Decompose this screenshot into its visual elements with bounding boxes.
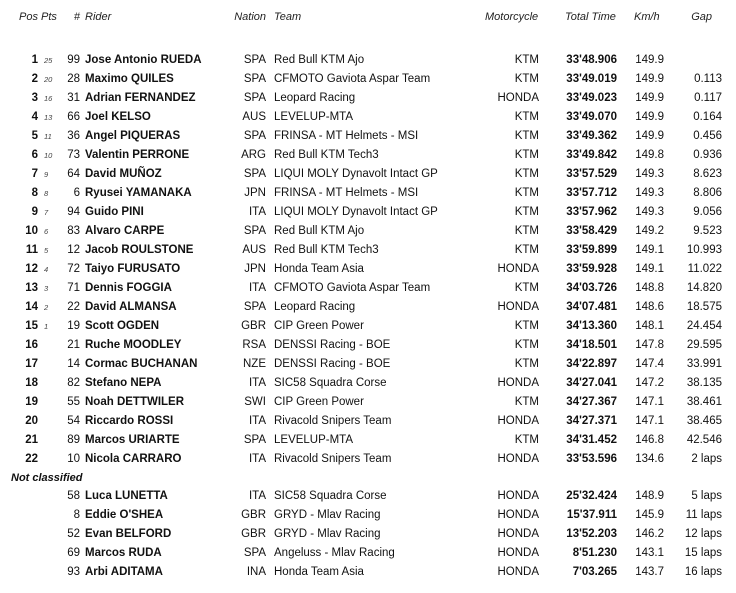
speed-cell: 149.8 bbox=[635, 149, 664, 161]
table-row bbox=[0, 70, 736, 89]
motorcycle-cell: KTM bbox=[514, 396, 539, 408]
table-row bbox=[0, 260, 736, 279]
position-cell: 16 bbox=[25, 339, 38, 351]
bike-number-cell: 72 bbox=[67, 263, 80, 275]
gap-cell: 11 laps bbox=[685, 509, 722, 521]
position-cell: 7 bbox=[31, 168, 38, 180]
team-cell: CFMOTO Gaviota Aspar Team bbox=[274, 73, 431, 85]
gap-cell: 38.135 bbox=[686, 377, 722, 389]
table-row bbox=[0, 563, 736, 582]
not-classified-heading: Not classified bbox=[11, 472, 83, 484]
table-row bbox=[0, 487, 736, 506]
bike-number-cell: 66 bbox=[67, 111, 80, 123]
total-time-cell: 34'27.041 bbox=[566, 377, 617, 389]
bike-number-cell: 55 bbox=[67, 396, 80, 408]
table-row bbox=[0, 317, 736, 336]
header-pos: Pos bbox=[19, 11, 38, 23]
speed-cell: 143.7 bbox=[635, 566, 664, 578]
rider-name-cell: Scott OGDEN bbox=[85, 320, 160, 332]
rider-name-cell: Riccardo ROSSI bbox=[85, 415, 174, 427]
points-cell: 16 bbox=[44, 94, 53, 103]
header-nation: Nation bbox=[234, 11, 266, 23]
motorcycle-cell: HONDA bbox=[497, 415, 539, 427]
rider-name-cell: Arbi ADITAMA bbox=[85, 566, 163, 578]
table-row bbox=[0, 146, 736, 165]
nation-cell: SPA bbox=[243, 73, 266, 85]
rider-name-cell: David MUÑOZ bbox=[85, 168, 162, 180]
table-row bbox=[0, 108, 736, 127]
team-cell: GRYD - Mlav Racing bbox=[274, 528, 381, 540]
bike-number-cell: 52 bbox=[67, 528, 80, 540]
table-row bbox=[0, 374, 736, 393]
gap-cell: 0.456 bbox=[693, 130, 722, 142]
header-rider: Rider bbox=[85, 11, 112, 23]
team-cell: DENSSI Racing - BOE bbox=[274, 358, 391, 370]
total-time-cell: 8'51.230 bbox=[572, 547, 617, 559]
header-team: Team bbox=[274, 11, 302, 23]
position-cell: 19 bbox=[25, 396, 38, 408]
bike-number-cell: 54 bbox=[67, 415, 80, 427]
motorcycle-cell: KTM bbox=[514, 320, 539, 332]
bike-number-cell: 14 bbox=[67, 358, 80, 370]
nation-cell: ITA bbox=[248, 377, 266, 389]
position-cell: 3 bbox=[31, 92, 38, 104]
rider-name-cell: Evan BELFORD bbox=[85, 528, 172, 540]
team-cell: Red Bull KTM Tech3 bbox=[274, 244, 379, 256]
rider-name-cell: Cormac BUCHANAN bbox=[85, 358, 198, 370]
table-row bbox=[0, 450, 736, 469]
rider-name-cell: Maximo QUILES bbox=[85, 73, 174, 85]
nation-cell: SPA bbox=[243, 168, 266, 180]
gap-cell: 11.022 bbox=[687, 263, 722, 275]
points-cell: 25 bbox=[44, 56, 53, 65]
team-cell: LIQUI MOLY Dynavolt Intact GP bbox=[274, 206, 438, 218]
total-time-cell: 33'59.928 bbox=[566, 263, 617, 275]
position-cell: 2 bbox=[31, 73, 38, 85]
speed-cell: 149.9 bbox=[635, 130, 664, 142]
nation-cell: SPA bbox=[243, 547, 266, 559]
rider-name-cell: Valentin PERRONE bbox=[85, 149, 190, 161]
nation-cell: ITA bbox=[248, 490, 266, 502]
team-cell: LIQUI MOLY Dynavolt Intact GP bbox=[274, 168, 438, 180]
speed-cell: 149.9 bbox=[635, 92, 664, 104]
rider-name-cell: Ruche MOODLEY bbox=[85, 339, 182, 351]
rider-name-cell: Luca LUNETTA bbox=[85, 490, 168, 502]
motorcycle-cell: KTM bbox=[514, 244, 539, 256]
position-cell: 13 bbox=[25, 282, 38, 294]
motorcycle-cell: KTM bbox=[514, 73, 539, 85]
gap-cell: 18.575 bbox=[686, 301, 722, 313]
nation-cell: SPA bbox=[243, 225, 266, 237]
nation-cell: GBR bbox=[241, 320, 266, 332]
gap-cell: 8.806 bbox=[693, 187, 722, 199]
position-cell: 10 bbox=[25, 225, 38, 237]
nation-cell: ITA bbox=[248, 282, 266, 294]
total-time-cell: 33'57.712 bbox=[566, 187, 617, 199]
nation-cell: SWI bbox=[244, 396, 266, 408]
team-cell: Rivacold Snipers Team bbox=[274, 453, 392, 465]
rider-name-cell: Nicola CARRARO bbox=[85, 453, 182, 465]
rider-name-cell: David ALMANSA bbox=[85, 301, 177, 313]
team-cell: FRINSA - MT Helmets - MSI bbox=[274, 187, 419, 199]
table-row bbox=[0, 127, 736, 146]
table-row bbox=[0, 355, 736, 374]
team-cell: GRYD - Mlav Racing bbox=[274, 509, 381, 521]
rider-name-cell: Jose Antonio RUEDA bbox=[85, 54, 202, 66]
motorcycle-cell: HONDA bbox=[497, 528, 539, 540]
nation-cell: RSA bbox=[242, 339, 266, 351]
nation-cell: NZE bbox=[243, 358, 266, 370]
total-time-cell: 34'27.371 bbox=[566, 415, 617, 427]
nation-cell: SPA bbox=[243, 434, 266, 446]
gap-cell: 0.936 bbox=[693, 149, 722, 161]
table-row bbox=[0, 203, 736, 222]
total-time-cell: 33'49.362 bbox=[566, 130, 617, 142]
bike-number-cell: 83 bbox=[67, 225, 80, 237]
gap-cell: 38.461 bbox=[686, 396, 722, 408]
points-cell: 4 bbox=[44, 265, 49, 274]
speed-cell: 145.9 bbox=[635, 509, 664, 521]
total-time-cell: 33'49.019 bbox=[566, 73, 617, 85]
points-cell: 8 bbox=[44, 189, 49, 198]
rider-name-cell: Taiyo FURUSATO bbox=[85, 263, 181, 275]
total-time-cell: 34'03.726 bbox=[566, 282, 617, 294]
bike-number-cell: 58 bbox=[67, 490, 80, 502]
nation-cell: ITA bbox=[248, 206, 266, 218]
motorcycle-cell: KTM bbox=[514, 187, 539, 199]
points-cell: 7 bbox=[44, 208, 49, 217]
bike-number-cell: 36 bbox=[67, 130, 80, 142]
motorcycle-cell: KTM bbox=[514, 282, 539, 294]
total-time-cell: 33'48.906 bbox=[566, 54, 617, 66]
nation-cell: SPA bbox=[243, 130, 266, 142]
table-row bbox=[0, 222, 736, 241]
position-cell: 22 bbox=[25, 453, 38, 465]
gap-cell: 0.113 bbox=[694, 73, 722, 85]
speed-cell: 147.1 bbox=[635, 396, 664, 408]
rider-name-cell: Ryusei YAMANAKA bbox=[85, 187, 192, 199]
speed-cell: 148.6 bbox=[635, 301, 664, 313]
rider-name-cell: Guido PINI bbox=[85, 206, 144, 218]
bike-number-cell: 94 bbox=[67, 206, 80, 218]
total-time-cell: 33'53.596 bbox=[566, 453, 617, 465]
team-cell: Angeluss - Mlav Racing bbox=[274, 547, 395, 559]
rider-name-cell: Marcos RUDA bbox=[85, 547, 162, 559]
speed-cell: 148.1 bbox=[635, 320, 664, 332]
gap-cell: 33.991 bbox=[686, 358, 722, 370]
bike-number-cell: 8 bbox=[73, 509, 80, 521]
table-row bbox=[0, 89, 736, 108]
table-row bbox=[0, 525, 736, 544]
total-time-cell: 34'13.360 bbox=[566, 320, 617, 332]
table-row bbox=[0, 412, 736, 431]
nation-cell: INA bbox=[246, 566, 266, 578]
table-row bbox=[0, 51, 736, 70]
motorcycle-cell: KTM bbox=[514, 149, 539, 161]
bike-number-cell: 6 bbox=[73, 187, 80, 199]
motorcycle-cell: HONDA bbox=[497, 547, 539, 559]
gap-cell: 9.056 bbox=[693, 206, 722, 218]
bike-number-cell: 73 bbox=[67, 149, 80, 161]
table-row bbox=[0, 431, 736, 450]
points-cell: 10 bbox=[44, 151, 53, 160]
bike-number-cell: 89 bbox=[67, 434, 80, 446]
bike-number-cell: 71 bbox=[67, 282, 80, 294]
team-cell: Red Bull KTM Ajo bbox=[274, 225, 365, 237]
team-cell: Red Bull KTM Ajo bbox=[274, 54, 365, 66]
rider-name-cell: Marcos URIARTE bbox=[85, 434, 180, 446]
team-cell: LEVELUP-MTA bbox=[274, 434, 354, 446]
nation-cell: ITA bbox=[248, 415, 266, 427]
speed-cell: 149.3 bbox=[635, 206, 664, 218]
motorcycle-cell: HONDA bbox=[497, 263, 539, 275]
total-time-cell: 33'49.070 bbox=[566, 111, 617, 123]
header-total-time: Total Time bbox=[565, 11, 616, 23]
bike-number-cell: 19 bbox=[67, 320, 80, 332]
header-gap: Gap bbox=[691, 11, 712, 23]
points-cell: 6 bbox=[44, 227, 49, 236]
points-cell: 13 bbox=[44, 113, 53, 122]
rider-name-cell: Alvaro CARPE bbox=[85, 225, 165, 237]
rider-name-cell: Angel PIQUERAS bbox=[85, 130, 181, 142]
speed-cell: 149.1 bbox=[635, 263, 664, 275]
gap-cell: 12 laps bbox=[684, 528, 722, 540]
speed-cell: 147.2 bbox=[635, 377, 664, 389]
total-time-cell: 13'52.203 bbox=[566, 528, 617, 540]
gap-cell: 0.164 bbox=[693, 111, 722, 123]
speed-cell: 149.9 bbox=[635, 111, 664, 123]
speed-cell: 147.4 bbox=[635, 358, 664, 370]
position-cell: 15 bbox=[25, 320, 38, 332]
team-cell: Honda Team Asia bbox=[274, 566, 364, 578]
total-time-cell: 25'32.424 bbox=[566, 490, 617, 502]
points-cell: 2 bbox=[44, 303, 49, 312]
total-time-cell: 7'03.265 bbox=[572, 566, 617, 578]
motorcycle-cell: HONDA bbox=[497, 377, 539, 389]
gap-cell: 2 laps bbox=[691, 453, 722, 465]
position-cell: 20 bbox=[25, 415, 38, 427]
gap-cell: 8.623 bbox=[693, 168, 722, 180]
nation-cell: JPN bbox=[244, 263, 266, 275]
motorcycle-cell: HONDA bbox=[497, 490, 539, 502]
motorcycle-cell: KTM bbox=[514, 358, 539, 370]
team-cell: Red Bull KTM Tech3 bbox=[274, 149, 379, 161]
team-cell: CIP Green Power bbox=[274, 396, 364, 408]
nation-cell: SPA bbox=[243, 54, 266, 66]
team-cell: SIC58 Squadra Corse bbox=[274, 490, 387, 502]
gap-cell: 15 laps bbox=[684, 547, 722, 559]
total-time-cell: 33'49.023 bbox=[566, 92, 617, 104]
table-row bbox=[0, 506, 736, 525]
total-time-cell: 34'07.481 bbox=[566, 301, 617, 313]
total-time-cell: 34'18.501 bbox=[566, 339, 617, 351]
speed-cell: 148.8 bbox=[635, 282, 664, 294]
position-cell: 6 bbox=[31, 149, 38, 161]
nation-cell: ARG bbox=[241, 149, 266, 161]
total-time-cell: 33'59.899 bbox=[566, 244, 617, 256]
speed-cell: 146.8 bbox=[635, 434, 664, 446]
total-time-cell: 34'27.367 bbox=[566, 396, 617, 408]
position-cell: 14 bbox=[25, 301, 38, 313]
gap-cell: 5 laps bbox=[691, 490, 722, 502]
rider-name-cell: Eddie O'SHEA bbox=[85, 509, 164, 521]
gap-cell: 0.117 bbox=[694, 92, 722, 104]
gap-cell: 9.523 bbox=[693, 225, 722, 237]
speed-cell: 148.9 bbox=[635, 490, 664, 502]
rider-name-cell: Adrian FERNANDEZ bbox=[85, 92, 196, 104]
bike-number-cell: 10 bbox=[67, 453, 80, 465]
team-cell: SIC58 Squadra Corse bbox=[274, 377, 387, 389]
nation-cell: SPA bbox=[243, 92, 266, 104]
bike-number-cell: 31 bbox=[67, 92, 80, 104]
points-cell: 3 bbox=[44, 284, 49, 293]
motorcycle-cell: HONDA bbox=[497, 453, 539, 465]
speed-cell: 149.3 bbox=[635, 187, 664, 199]
total-time-cell: 33'58.429 bbox=[566, 225, 617, 237]
speed-cell: 149.3 bbox=[635, 168, 664, 180]
total-time-cell: 33'49.842 bbox=[566, 149, 617, 161]
team-cell: Leopard Racing bbox=[274, 92, 356, 104]
team-cell: DENSSI Racing - BOE bbox=[274, 339, 391, 351]
table-row bbox=[0, 393, 736, 412]
gap-cell: 14.820 bbox=[686, 282, 722, 294]
gap-cell: 10.993 bbox=[686, 244, 722, 256]
position-cell: 12 bbox=[25, 263, 38, 275]
nation-cell: AUS bbox=[242, 111, 266, 123]
motorcycle-cell: HONDA bbox=[497, 301, 539, 313]
motorcycle-cell: KTM bbox=[514, 339, 539, 351]
nation-cell: GBR bbox=[241, 528, 266, 540]
rider-name-cell: Stefano NEPA bbox=[85, 377, 162, 389]
header-pts: Pts bbox=[41, 11, 57, 23]
speed-cell: 143.1 bbox=[635, 547, 664, 559]
bike-number-cell: 93 bbox=[67, 566, 80, 578]
position-cell: 17 bbox=[25, 358, 38, 370]
position-cell: 11 bbox=[25, 244, 38, 256]
nation-cell: ITA bbox=[248, 453, 266, 465]
gap-cell: 24.454 bbox=[686, 320, 722, 332]
position-cell: 8 bbox=[31, 187, 38, 199]
gap-cell: 42.546 bbox=[686, 434, 722, 446]
rider-name-cell: Dennis FOGGIA bbox=[85, 282, 172, 294]
gap-cell: 16 laps bbox=[684, 566, 722, 578]
speed-cell: 149.9 bbox=[635, 73, 664, 85]
header-motorcycle: Motorcycle bbox=[485, 11, 539, 23]
header-kmh: Km/h bbox=[634, 11, 660, 23]
nation-cell: SPA bbox=[243, 301, 266, 313]
speed-cell: 146.2 bbox=[635, 528, 664, 540]
bike-number-cell: 82 bbox=[67, 377, 80, 389]
motorcycle-cell: KTM bbox=[514, 54, 539, 66]
team-cell: Leopard Racing bbox=[274, 301, 356, 313]
total-time-cell: 15'37.911 bbox=[566, 509, 617, 521]
table-row bbox=[0, 544, 736, 563]
motorcycle-cell: HONDA bbox=[497, 566, 539, 578]
nation-cell: GBR bbox=[241, 509, 266, 521]
bike-number-cell: 99 bbox=[67, 54, 80, 66]
position-cell: 21 bbox=[25, 434, 38, 446]
rider-name-cell: Jacob ROULSTONE bbox=[85, 244, 194, 256]
nation-cell: JPN bbox=[244, 187, 266, 199]
gap-cell: 38.465 bbox=[686, 415, 722, 427]
points-cell: 5 bbox=[44, 246, 49, 255]
position-cell: 4 bbox=[31, 111, 38, 123]
table-row bbox=[0, 279, 736, 298]
total-time-cell: 33'57.529 bbox=[566, 168, 617, 180]
team-cell: FRINSA - MT Helmets - MSI bbox=[274, 130, 419, 142]
motorcycle-cell: KTM bbox=[514, 206, 539, 218]
total-time-cell: 34'31.452 bbox=[566, 434, 617, 446]
motorcycle-cell: KTM bbox=[514, 168, 539, 180]
bike-number-cell: 64 bbox=[67, 168, 80, 180]
position-cell: 5 bbox=[31, 130, 38, 142]
team-cell: Honda Team Asia bbox=[274, 263, 364, 275]
motorcycle-cell: HONDA bbox=[497, 92, 539, 104]
nation-cell: AUS bbox=[242, 244, 266, 256]
speed-cell: 134.6 bbox=[635, 453, 664, 465]
team-cell: CFMOTO Gaviota Aspar Team bbox=[274, 282, 431, 294]
motorcycle-cell: KTM bbox=[514, 130, 539, 142]
gap-cell: 29.595 bbox=[686, 339, 722, 351]
position-cell: 18 bbox=[25, 377, 38, 389]
table-row bbox=[0, 298, 736, 317]
team-cell: Rivacold Snipers Team bbox=[274, 415, 392, 427]
rider-name-cell: Joel KELSO bbox=[85, 111, 151, 123]
table-row bbox=[0, 336, 736, 355]
position-cell: 1 bbox=[31, 54, 38, 66]
bike-number-cell: 22 bbox=[67, 301, 80, 313]
team-cell: CIP Green Power bbox=[274, 320, 364, 332]
motorcycle-cell: KTM bbox=[514, 434, 539, 446]
table-row bbox=[0, 184, 736, 203]
total-time-cell: 33'57.962 bbox=[566, 206, 617, 218]
motorcycle-cell: HONDA bbox=[497, 509, 539, 521]
speed-cell: 147.8 bbox=[635, 339, 664, 351]
speed-cell: 149.2 bbox=[635, 225, 664, 237]
bike-number-cell: 21 bbox=[67, 339, 80, 351]
points-cell: 11 bbox=[44, 132, 52, 141]
header-num: # bbox=[73, 11, 80, 23]
team-cell: LEVELUP-MTA bbox=[274, 111, 354, 123]
total-time-cell: 34'22.897 bbox=[566, 358, 617, 370]
points-cell: 20 bbox=[44, 75, 53, 84]
points-cell: 1 bbox=[44, 322, 49, 331]
table-header bbox=[0, 8, 736, 27]
speed-cell: 149.1 bbox=[635, 244, 664, 256]
speed-cell: 149.9 bbox=[635, 54, 664, 66]
bike-number-cell: 28 bbox=[67, 73, 80, 85]
speed-cell: 147.1 bbox=[635, 415, 664, 427]
rider-name-cell: Noah DETTWILER bbox=[85, 396, 185, 408]
motorcycle-cell: KTM bbox=[514, 111, 539, 123]
position-cell: 9 bbox=[31, 206, 38, 218]
motorcycle-cell: KTM bbox=[514, 225, 539, 237]
table-row bbox=[0, 165, 736, 184]
table-row bbox=[0, 241, 736, 260]
bike-number-cell: 69 bbox=[67, 547, 80, 559]
points-cell: 9 bbox=[44, 170, 49, 179]
bike-number-cell: 12 bbox=[67, 244, 80, 256]
